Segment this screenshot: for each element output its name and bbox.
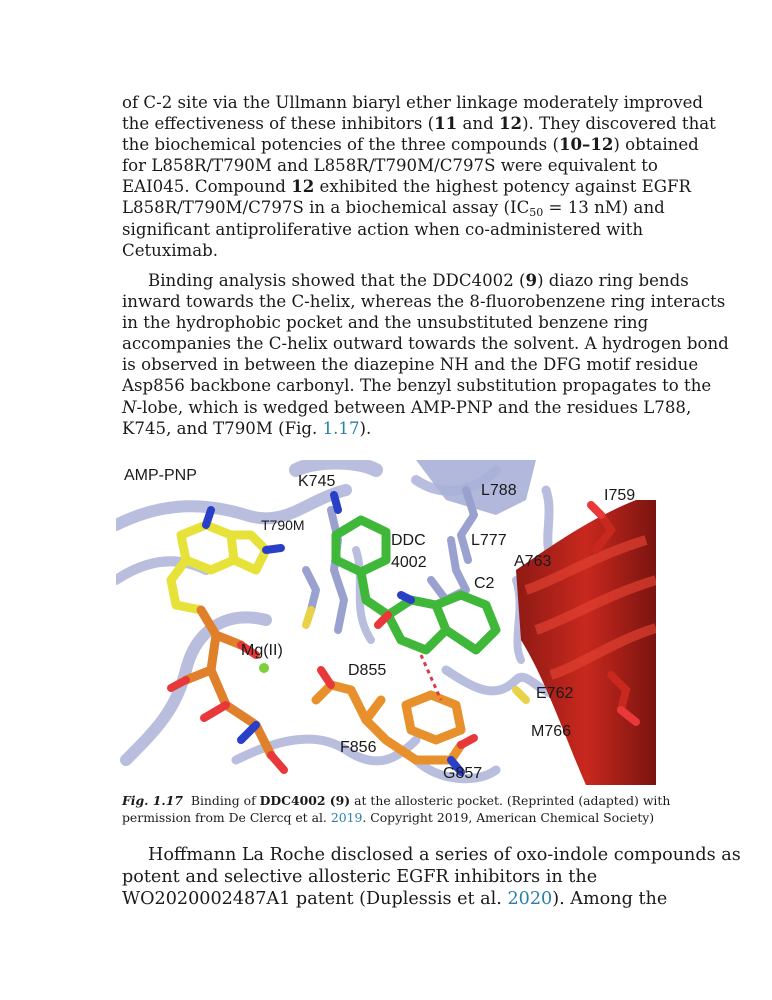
caption-line: Fig. 1.17 Binding of DDC4002 (9) at the allosteric pocket. (Reprinted (adapted) with bbox=[122, 793, 671, 808]
citation-link[interactable]: 2020 bbox=[507, 889, 553, 909]
sulfur-atom bbox=[306, 610, 311, 625]
label-a763: A763 bbox=[514, 553, 552, 570]
magnesium-ion bbox=[259, 663, 269, 673]
oxygen-atom bbox=[461, 738, 474, 745]
label-ddc-number: 4002 bbox=[391, 554, 427, 571]
label-t790m: T790M bbox=[261, 517, 305, 533]
caption-line: permission from De Clercq et al. 2019. Copyright 2019, American Chemical Society) bbox=[122, 810, 655, 825]
oxygen-atom bbox=[204, 705, 226, 718]
paragraph-2 bbox=[122, 270, 729, 439]
figure-caption bbox=[122, 792, 671, 826]
text-line: significant antiproliferative action when co-administered with bbox=[122, 219, 644, 239]
nitrogen-atom bbox=[334, 495, 338, 510]
label-c2: C2 bbox=[474, 575, 495, 592]
label-m766: M766 bbox=[531, 723, 572, 740]
label-k745: K745 bbox=[298, 473, 336, 490]
nitrogen-atom bbox=[401, 595, 411, 600]
label-d855: D855 bbox=[348, 662, 387, 679]
phosphate-chain bbox=[186, 610, 271, 755]
text-line: in the hydrophobic pocket and the unsubstituted benzene ring bbox=[122, 313, 649, 333]
paragraph-3 bbox=[122, 844, 741, 910]
figure-reference-link[interactable]: 1.17 bbox=[322, 418, 360, 438]
label-i759: I759 bbox=[604, 487, 636, 504]
text-line: is observed in between the diazepine NH and the DFG motif residue bbox=[122, 355, 699, 375]
label-amp-pnp: AMP-PNP bbox=[124, 467, 197, 484]
label-mg: Mg(II) bbox=[241, 642, 283, 659]
text-line: the biochemical potencies of the three compounds (10–12) obtained bbox=[122, 134, 699, 155]
text-line: Asp856 backbone carbonyl. The benzyl substitution propagates to the bbox=[122, 376, 712, 396]
amp-pnp-molecule bbox=[171, 525, 266, 610]
text-line: Binding analysis showed that the DDC4002 (9) diazo ring bends bbox=[148, 270, 689, 290]
text-line: of C-2 site via the Ullmann biaryl ether linkage moderately improved bbox=[122, 93, 704, 112]
label-l788: L788 bbox=[481, 482, 517, 499]
text-line: L858R/T790M/C797S in a biochemical assay ($IC_{50} = 13$ nM) and bbox=[122, 198, 665, 220]
text-line: Hoffmann La Roche disclosed a series of oxo-indole compounds as bbox=[148, 845, 741, 865]
text-line: the effectiveness of these inhibitors (11 and 12). They discovered that bbox=[122, 113, 716, 134]
nitrogen-atom bbox=[241, 725, 256, 740]
molecular-structure-image bbox=[116, 460, 656, 785]
text-line: N-lobe, which is wedged between AMP-PNP and the residues L788, bbox=[122, 397, 692, 417]
figure-binding-pocket bbox=[116, 460, 656, 785]
label-f856: F856 bbox=[340, 739, 377, 756]
figure-number: Fig. 1.17 bbox=[122, 793, 183, 808]
label-l777: L777 bbox=[471, 532, 507, 549]
oxygen-atom bbox=[271, 755, 284, 770]
citation-link[interactable]: 2019 bbox=[330, 810, 363, 825]
sulfur-atom bbox=[516, 690, 526, 700]
text-line: WO2020002487A1 patent (Duplessis et al. 2020). Among the bbox=[122, 889, 668, 909]
text-line: EAI045. Compound 12 exhibited the highest potency against EGFR bbox=[122, 176, 692, 197]
text-line: accompanies the C-helix outward towards the solvent. A hydrogen bond bbox=[122, 334, 729, 354]
text-line: K745, and T790M (Fig. 1.17). bbox=[122, 418, 372, 438]
label-g857: G857 bbox=[443, 765, 483, 782]
oxygen-atom bbox=[321, 670, 331, 685]
text-line: potent and selective allosteric EGFR inhibitors in the bbox=[122, 867, 598, 887]
nitrogen-atom bbox=[266, 548, 281, 550]
label-ddc: DDC bbox=[391, 532, 426, 549]
text-line: inward towards the C-helix, whereas the 8-fluorobenzene ring interacts bbox=[122, 292, 726, 312]
nitrogen-atom bbox=[206, 510, 211, 525]
text-line: for L858R/T790M and L858R/T790M/C797S were equivalent to bbox=[122, 156, 658, 176]
oxygen-atom bbox=[591, 505, 601, 515]
label-e762: E762 bbox=[536, 685, 574, 702]
oxygen-atom bbox=[378, 615, 388, 625]
text-line: Cetuximab. bbox=[122, 240, 219, 260]
paragraph-1 bbox=[122, 92, 716, 261]
c-helix bbox=[516, 500, 656, 785]
